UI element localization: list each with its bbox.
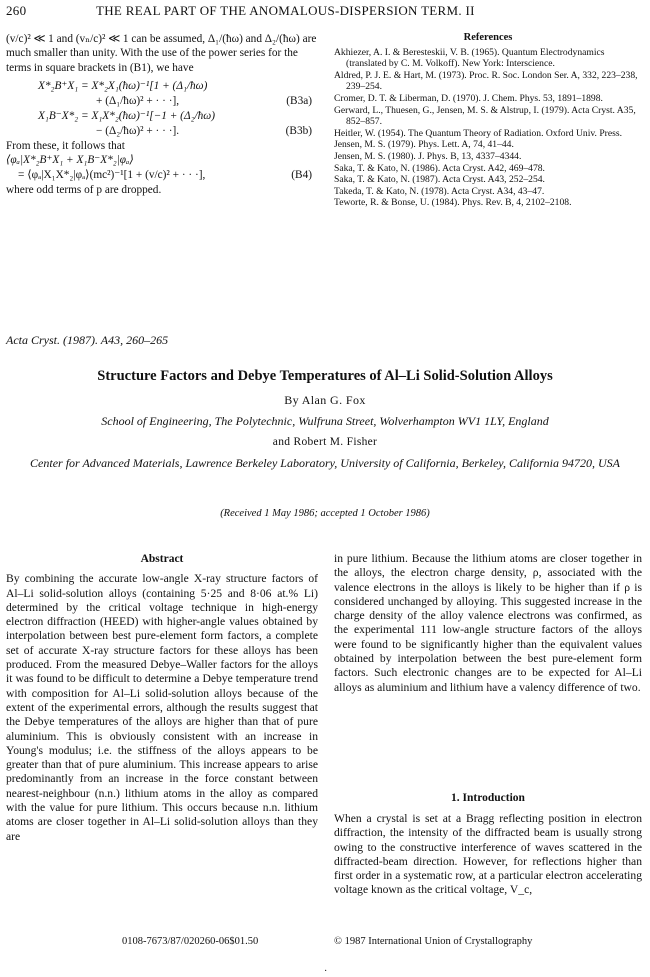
issn-code: 0108-7673/87/020260-06$01.50 bbox=[122, 936, 259, 947]
equation-b3a-line1: X*₂B⁺X₁ = X*₂X₁(ħω)⁻¹[1 + (Δ₁/ħω) bbox=[38, 79, 208, 92]
references-section bbox=[334, 32, 642, 209]
from-these-text: From these, it follows that bbox=[6, 139, 125, 152]
equation-b4-line1: ⟨φₐ|X*₂B⁺X₁ + X₁B⁻X*₂|φₐ⟩ bbox=[6, 154, 134, 167]
reference-item: Jensen, M. S. (1979). Phys. Lett. A, 74, 41–44. bbox=[334, 139, 514, 151]
abstract-heading: Abstract bbox=[140, 553, 184, 565]
footer-mark: · bbox=[324, 966, 328, 977]
equation-b3a-line2: + (Δ₁/ħω)² + · · ·], (B3a) bbox=[96, 94, 312, 107]
equation-b4-line2: = ⟨φₐ|X₁X*₂|φₐ⟩(mc²)⁻¹[1 + (v/c)² + · · ·], (B4) bbox=[18, 169, 312, 182]
reference-item: Saka, T. & Kato, N. (1987). Acta Cryst. A43, 252–254. bbox=[334, 174, 545, 186]
reference-item: Jensen, M. S. (1980). J. Phys. B, 13, 4337–4344. bbox=[334, 150, 522, 162]
reference-item: Saka, T. & Kato, N. (1986). Acta Cryst. A42, 469–478. bbox=[334, 162, 545, 174]
affiliation-1: School of Engineering, The Polytechnic, Wulfruna Street, Wolverhampton WV1 1LY, England bbox=[101, 414, 549, 428]
copyright-notice: © 1987 International Union of Crystallography bbox=[334, 936, 533, 947]
received-dates: (Received 1 May 1986; accepted 1 October 1986) bbox=[220, 508, 430, 519]
affiliation-2: Center for Advanced Materials, Lawrence Berkeley Laboratory, University of California, Berkeley, California 94720, USA bbox=[30, 456, 620, 470]
reference-item: Aldred, P. J. E. & Hart, M. (1973). Proc. R. Soc. London Ser. A, 332, 223–238, 239–254. bbox=[334, 69, 638, 93]
introduction-text: When a crystal is set at a Bragg reflecting position in electron diffraction, the intensity of the diffracted beam is usually strong owing to the constructive interference of waves scattered in the diffracted-beam direction. However, for reflections higher than first order in a systematic row, at a particular electron accelerating voltage known as the critical voltage, V_c, bbox=[334, 812, 642, 897]
page-number: 260 bbox=[6, 3, 27, 18]
abstract-section bbox=[6, 552, 318, 844]
intro-paragraph: (v/c)² ≪ 1 and (vₙ/c)² ≪ 1 can be assumed, Δ₁/(ħω) and Δ₂/(ħω) are much smaller than unity. With the use of the power series for the terms in square brackets in (B1), we have bbox=[6, 33, 317, 74]
equation-label-b3b: (B3b) bbox=[285, 124, 312, 137]
abstract-text: By combining the accurate low-angle X-ray structure factors of Al–Li solid-solution alloys (containing 5·25 and 8·06 at.% Li) determined by the critical voltage technique in high-energy electron diffraction (HEED) with higher-angle values obtained by interpolation between best pure-element form factors, a complete set of accurate X-ray structure factors for these alloys has been produced. From the measured Debye–Waller factors for the alloys it was found to be difficult to determine a Debye temperature trend with composition for Al–Li solid-solution alloys because of the extent of the experimental errors, although the results suggest that the Debye temperatures of the alloys are higher than that of pure aluminium. This is obviously consistent with an increase in Young's modulus; i.e. the stiffness of the alloys appears to be greater than that of pure aluminium. This increase appears to arise predominantly from an increase in the force constant between nearest-neighbour (n.n.) lithium atoms in the alloy as compared with the value for pure lithium. This occurs because n.n. lithium atoms are closer together in Al–Li solid-solution alloys than they are bbox=[6, 572, 318, 843]
references-heading: References bbox=[463, 32, 513, 43]
reference-item: Gerward, L., Thuesen, G., Jensen, M. S. & Alstrup, I. (1979). Acta Cryst. A35, 852–857. bbox=[334, 104, 636, 128]
abstract-continuation-text: in pure lithium. Because the lithium atoms are closer together in the alloys, the electron charge density, ρ, associated with the valence electrons in the alloys is likely to be higher than if ρ is considered unchanged by alloying. This suggested increase in the charge density of the alloy valence electrons was confirmed, as the experimental 111 low-angle structure factors of the alloys were found to be significantly higher than the equivalent values obtained by interpolation between the best pure-element form factors. Such electronic changes are to be expected for Al–Li alloys as aluminium and lithium have a valency difference of two. bbox=[334, 552, 642, 694]
introduction-section bbox=[334, 812, 642, 898]
journal-citation: Acta Cryst. (1987). A43, 260–265 bbox=[6, 333, 169, 347]
where-text: where odd terms of p are dropped. bbox=[6, 184, 162, 197]
introduction-heading: 1. Introduction bbox=[451, 792, 525, 804]
equation-b3b-line1: X₁B⁻X*₂ = X₁X*₂(ħω)⁻¹[−1 + (Δ₂/ħω) bbox=[38, 109, 216, 122]
article-title: Structure Factors and Debye Temperatures of Al–Li Solid-Solution Alloys bbox=[97, 368, 553, 384]
reference-item: Akhiezer, A. I. & Beresteskii, V. B. (1965). Quantum Electrodynamics (translated by C. M. Volkoff). New York: Interscience. bbox=[334, 46, 605, 70]
equation-label-b3a: (B3a) bbox=[286, 94, 312, 107]
running-title: THE REAL PART OF THE ANOMALOUS-DISPERSION TERM. II bbox=[96, 3, 475, 18]
reference-item: Cromer, D. T. & Liberman, D. (1970). J. Chem. Phys. 53, 1891–1898. bbox=[334, 92, 603, 104]
running-header bbox=[6, 3, 644, 19]
reference-item: Takeda, T. & Kato, N. (1978). Acta Cryst. A34, 43–47. bbox=[334, 185, 545, 197]
author-line-2: and Robert M. Fisher bbox=[272, 436, 378, 448]
abstract-continuation bbox=[334, 552, 642, 695]
equation-b3b-line2: − (Δ₂/ħω)² + · · ·]. (B3b) bbox=[96, 124, 312, 137]
equation-label-b4: (B4) bbox=[291, 169, 312, 182]
left-column-equations bbox=[6, 32, 318, 197]
author-line-1: By Alan G. Fox bbox=[284, 393, 366, 407]
reference-item: Teworte, R. & Bonse, U. (1984). Phys. Rev. B, 4, 2102–2108. bbox=[334, 197, 572, 209]
reference-item: Heitler, W. (1954). The Quantum Theory of Radiation. Oxford Univ. Press. bbox=[334, 127, 623, 139]
